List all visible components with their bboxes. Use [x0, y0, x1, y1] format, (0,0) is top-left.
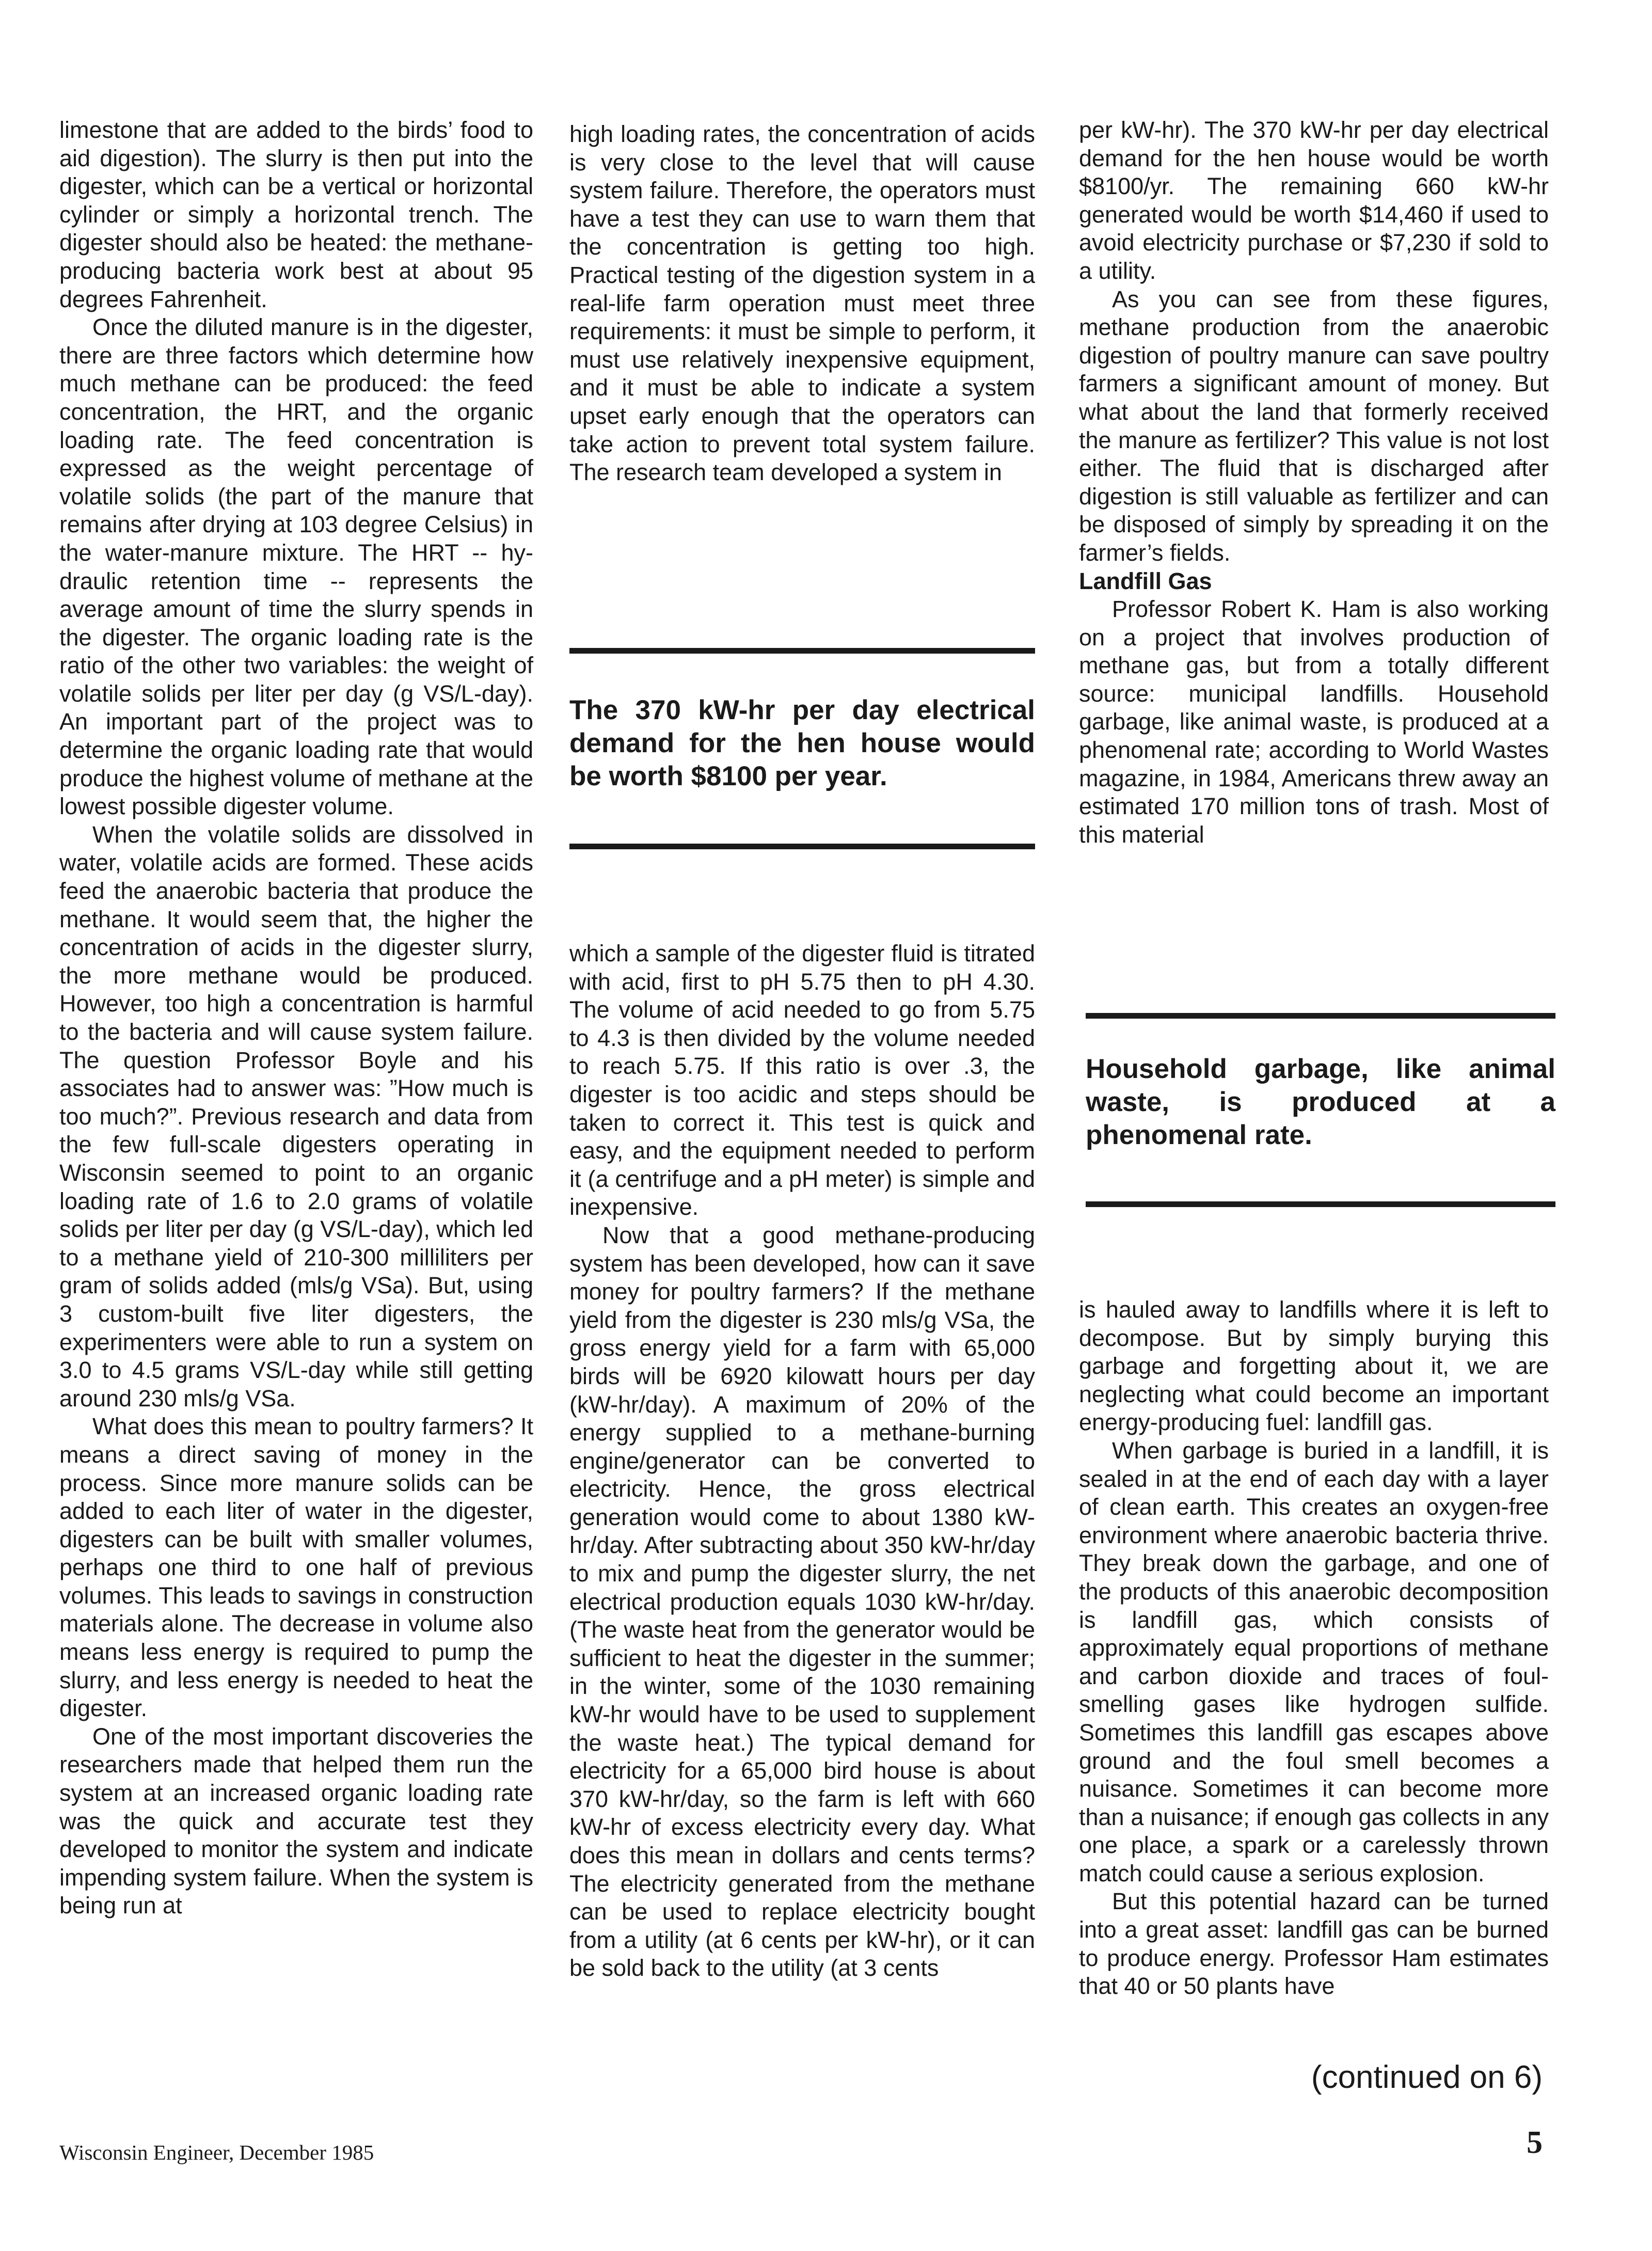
paragraph: Once the diluted manure is in the digester, there are three factors which determine how much methane can be produced: the feed concentration, the HRT, and the organic loading rate. The feed concentration is expressed as the weight percentage of volatile solids (the part of the manure that remains after drying at 103 degree Celsius) in the water-manure mixture. The HRT -- hydraulic retention time -- represents the average amount of time the slurry spends in the digester. The organic loading rate is the ratio of the other two variables: the weight of volatile solids per liter per day (g VS/L-day). An important part of the project was to determine the organic loading rate that would produce the highest volume of methane at the lowest possible digester volume.	[59, 314, 533, 820]
column-1	[59, 116, 533, 1920]
continued-note: (continued on 6)	[1311, 2059, 1543, 2095]
paragraph: As you can see from these figures, methane production from the anaerobic digestion of poultry manure can save poultry farmers a significant amount of money. But what about the land that formerly received the manure as fertilizer? This value is not lost either. The fluid that is discharged after digestion is still valuable as fertilizer and can be disposed of simply by spreading it on the farmer’s fields.	[1079, 286, 1549, 566]
column-3-top	[1079, 116, 1549, 849]
column-3-bottom	[1079, 1296, 1549, 2001]
footer-publication: Wisconsin Engineer, December 1985	[59, 2141, 374, 2164]
pull-quote-text: The 370 kW-hr per day electrical demand for the hen house would be worth $8100 per year.	[569, 695, 1035, 791]
paragraph: per kW-hr). The 370 kW-hr per day electrical demand for the hen house would be worth $8100/yr. The remaining 660 kW-hr generated would be worth $14,460 if used to avoid electricity purchase or $7,230 if sold to a utility.	[1079, 117, 1549, 284]
divider-rule	[1086, 1201, 1555, 1207]
pull-quote-text: Household garbage, like animal waste, is produced at a phenomenal rate.	[1086, 1054, 1555, 1150]
paragraph: limestone that are added to the birds’ food to aid digestion). The slurry is then put into the digester, which can be a vertical or horizontal cylinder or simply a horizontal trench. The digester should also be heated: the methane-producing bacteria work best at about 95 degrees Fahrenheit.	[59, 117, 533, 312]
pull-quote-2	[1086, 1013, 1555, 1207]
paragraph: is hauled away to landfills where it is left to decompose. But by simply burying this garbage and forgetting about it, we are neglecting what could become an important energy-producing fuel: landfill gas.	[1079, 1296, 1549, 1436]
pull-quote-1	[569, 648, 1035, 849]
divider-rule	[569, 844, 1035, 849]
divider-rule	[1086, 1013, 1555, 1019]
paragraph: But this potential hazard can be turned into a great asset: landfill gas can be burned to produce energy. Professor Ham estimates that 40 or 50 plants have	[1079, 1888, 1549, 2000]
paragraph: When garbage is buried in a landfill, it is sealed in at the end of each day with a layer of clean earth. This creates an oxygen-free environment where anaerobic bacteria thrive. They break down the garbage, and one of the products of this anaerobic decomposition is landfill gas, which consists of approximately equal proportions of methane and carbon dioxide and traces of foul-smelling gases like hydrogen sulfide. Sometimes this landfill gas escapes above ground and the foul smell becomes a nuisance. Sometimes it can become more than a nuisance; if enough gas collects in any one place, a spark or a carelessly thrown match could cause a serious explosion.	[1079, 1437, 1549, 1887]
section-heading: Landfill Gas	[1079, 567, 1212, 594]
column-2-bottom	[569, 940, 1035, 1983]
paragraph: Professor Robert K. Ham is also working on a project that involves production of methane gas, but from a totally different source: municipal landfills. Household garbage, like animal waste, is produced at a phenomenal rate; according to World Wastes magazine, in 1984, Americans threw away an estimated 170 million tons of trash. Most of this material	[1079, 596, 1549, 848]
paragraph: Now that a good methane-producing system has been developed, how can it save money for poultry farmers? If the methane yield from the digester is 230 mls/g VSa, the gross energy yield for a farm with 65,000 birds will be 6920 kilowatt hours per day (kW-hr/day). A maximum of 20% of the energy supplied to a methane-burning engine/generator can be converted to electricity. Hence, the gross electrical generation would come to about 1380 kW-hr/day. After subtracting about 350 kW-hr/day to mix and pump the digester slurry, the net electrical production equals 1030 kW-hr/day. (The waste heat from the generator would be sufficient to heat the digester in the summer; in the winter, some of the 1030 remaining kW-hr would have to be used to supplement the waste heat.) The typical demand for electricity for a 65,000 bird house is about 370 kW-hr/day, so the farm is left with 660 kW-hr of excess electricity every day. What does this mean in dollars and cents terms? The electricity generated from the methane can be used to replace electricity bought from a utility (at 6 cents per kW-hr), or it can be sold back to the utility (at 3 cents	[569, 1222, 1035, 1981]
paragraph: high loading rates, the concentration of acids is very close to the level that will cause system failure. Therefore, the operators must have a test they can use to warn them that the concentration is getting too high. Practical testing of the digestion system in a real-life farm operation must meet three requirements: it must be simple to perform, it must use relatively inexpensive equipment, and it must be able to indicate a system upset early enough that the operators can take action to prevent total system failure. The research team developed a system in	[569, 121, 1035, 486]
divider-rule	[569, 648, 1035, 654]
paragraph: One of the most important discoveries the researchers made that helped them run the system at an increased organic loading rate was the quick and accurate test they developed to monitor the system and indicate impending system failure. When the system is being run at	[59, 1723, 533, 1919]
column-2-top	[569, 120, 1035, 487]
page-number: 5	[1527, 2125, 1543, 2160]
paragraph: When the volatile solids are dissolved in water, volatile acids are formed. These acids feed the anaerobic bacteria that produce the methane. It would seem that, the higher the concentration of acids in the digester slurry, the more methane would be produced. However, too high a concentration is harmful to the bacteria and will cause system failure. The question Professor Boyle and his associates had to answer was: ”How much is too much?”. Previous research and data from the few full-scale digesters operating in Wisconsin seemed to point to an organic loading rate of 1.6 to 2.0 grams of volatile solids per liter per day (g VS/L-day), which led to a methane yield of 210-300 milliliters per gram of solids added (mls/g VSa). But, using 3 custom-built five liter digesters, the experimenters were able to run a system on 3.0 to 4.5 grams VS/L-day while still getting around 230 mls/g VSa.	[59, 821, 533, 1412]
paragraph: which a sample of the digester fluid is titrated with acid, first to pH 5.75 then to pH 4.30. The volume of acid needed to go from 5.75 to 4.3 is then divided by the volume needed to reach 5.75. If this ratio is over .3, the digester is too acidic and steps should be taken to correct it. This test is quick and easy, and the equipment needed to perform it (a centrifuge and a pH meter) is simple and inexpensive.	[569, 940, 1035, 1220]
paragraph: What does this mean to poultry farmers? It means a direct saving of money in the process. Since more manure solids can be added to each liter of water in the digester, digesters can be built with smaller volumes, perhaps one third to one half of previous volumes. This leads to savings in construction materials alone. The decrease in volume also means less energy is required to pump the slurry, and less energy is needed to heat the digester.	[59, 1413, 533, 1722]
